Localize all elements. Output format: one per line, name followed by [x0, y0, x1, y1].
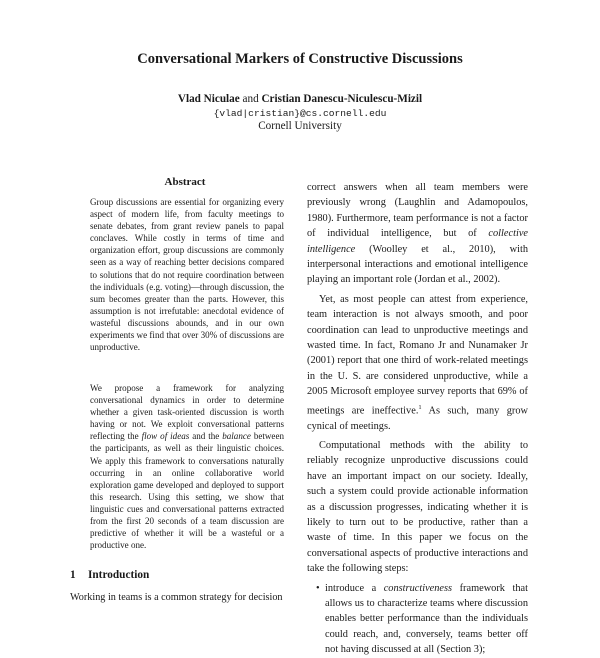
- body-paragraph: correct answers when all team members were previously wrong (Laughlin and Adamopoulos, 1980). Furthermore, team performance is not a factor of individual intelligence, but of collective intelligence (Woolley et al., 2010), with interpersonal interactions and emotional intelligence playing an important role (Jordan et al., 2002).: [307, 182, 528, 286]
- body-paragraph: Yet, as most people can attest from experience, team interaction is not always smooth, and poor coordination can lead to unproductive meetings and wasted time. In fact, Romano Jr and Nunamaker Jr (2001) report that one third of work-related meetings in the U. S. are considered unproductive, while a 2005 Microsoft employee survey reports that 69% of meetings are ineffective.$^1$ As such, many grow cynical of meetings.: [307, 293, 528, 432]
- author-affiliation: Cornell University: [258, 120, 342, 132]
- author-line: [0, 93, 600, 105]
- section-title: Introduction: [88, 569, 150, 581]
- paper-title: Conversational Markers of Constructive Discussions: [137, 51, 463, 67]
- section-number: 1: [70, 569, 76, 581]
- author-name: Cristian Danescu-Niculescu-Mizil: [261, 93, 423, 105]
- abstract-paragraph: Group discussions are essential for organizing every aspect of modern life, from faculty meetings to senate debates, from grant review panels to papal conclaves. While costly in terms of time and organization effort, group discussions are commonly seen as a way of reaching better decisions compared to solutions that do not require coordination between the individuals (e.g. voting)—through discussion, the sum becomes greater than the parts. However, this assumption is not irrefutable: anecdotal evidence of wasteful discussions abounds, and in our own experiments we find that over 30% of discussions are unproductive.: [90, 197, 284, 353]
- footnote-marker: 1: [418, 403, 422, 411]
- right-column: [307, 180, 528, 658]
- introduction-text: Working in teams is a common strategy for decision: [70, 592, 283, 603]
- bullet-icon: •: [316, 582, 320, 594]
- abstract-heading: Abstract: [164, 176, 206, 188]
- section-heading-introduction: [70, 569, 149, 581]
- author-conjunction: and: [242, 93, 259, 105]
- body-paragraph: Computational methods with the ability to reliably recognize unproductive discussions could have an important impact on our society. Ideally, such a system could provide actionable information as a discussion progresses, indicating whether it is likely to turn out to be productive, rather than a waste of time. In this paper we focus on the conversational aspects of productive interactions and take the following steps:: [307, 439, 528, 575]
- author-email: {vlad|cristian}@cs.cornell.edu: [213, 108, 387, 119]
- abstract-paragraph: We propose a framework for analyzing conversational dynamics in order to determine whether a given task-oriented discussion is worth having or not. We exploit conversational patterns reflecting the flow of ideas and the balance between the participants, as well as their linguistic choices. We apply this framework to conversations naturally occurring in an online collaborative world exploration game developed and deployed to support this research. Using this setting, we show that linguistic cues and conversational patterns extracted from the first 20 seconds of a team discussion are predictive of whether it will be a wasteful or a productive one.: [90, 383, 284, 551]
- contribution-list: [307, 581, 528, 658]
- list-item: • introduce a constructiveness framework that allows us to characterize teams where discussion enables better performance than the individuals could reach, and, conversely, teams better off not having discussed at all (Section 3);: [316, 582, 529, 656]
- author-name: Vlad Niculae: [177, 93, 240, 105]
